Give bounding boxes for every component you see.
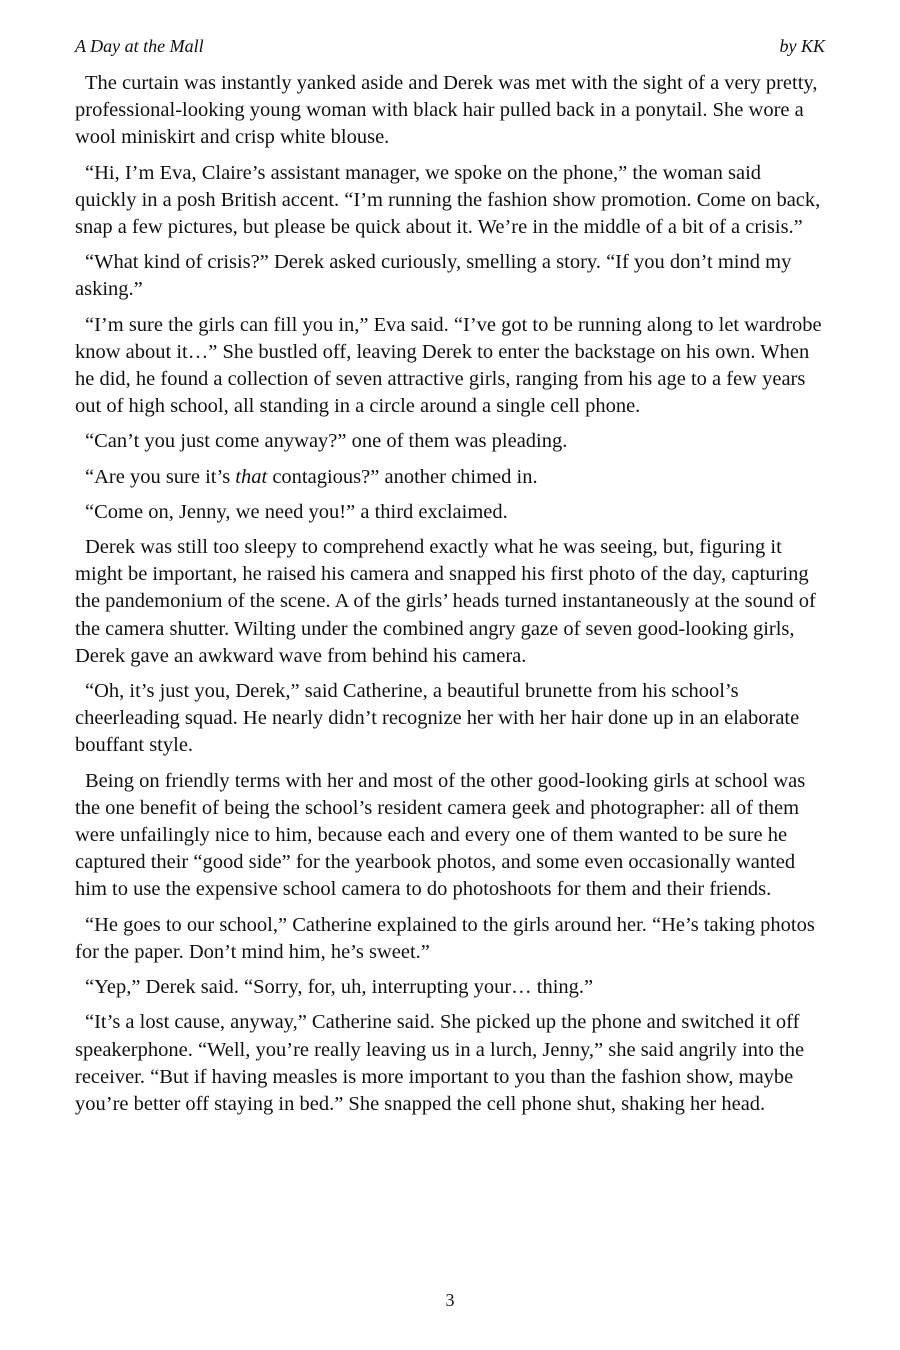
- paragraph: “Come on, Jenny, we need you!” a third exclaimed.: [85, 500, 508, 523]
- page-number: 3: [445, 1290, 455, 1310]
- paragraph: “What kind of crisis?” Derek asked curiously, smelling a story. “If you don’t mind my asking.”: [75, 251, 792, 301]
- author-byline: by KK: [779, 36, 825, 56]
- running-header: [75, 34, 825, 58]
- paragraph: “I’m sure the girls can fill you in,” Eva said. “I’ve got to be running along to let wardrobe know about it…” She bustled off, leaving Derek to enter the backstage on his own. When he did, he found a collection of seven attractive girls, ranging from his age to a few years out of high school, all standing in a circle around a single cell phone.: [75, 313, 822, 418]
- emphasized-word: that: [235, 465, 268, 488]
- paragraph: The curtain was instantly yanked aside and Derek was met with the sight of a very pretty, professional-looking young woman with black hair pulled back in a ponytail. She wore a wool miniskirt and crisp white blouse.: [75, 72, 818, 149]
- paragraph-text: contagious?” another chimed in.: [267, 465, 538, 488]
- paragraph: Being on friendly terms with her and most of the other good-looking girls at school was the one benefit of being the school’s resident camera geek and photographer: all of them were unfailingly nice to him, because each and every one of them wanted to be sure he captured their “good side” for the yearbook photos, and some even occasionally wanted him to use the expensive school camera to do photoshoots for them and their friends.: [75, 769, 806, 901]
- paragraph-text: “Are you sure it’s: [85, 465, 236, 488]
- paragraph: [75, 464, 825, 491]
- paragraph: “Can’t you just come anyway?” one of them was pleading.: [85, 430, 568, 453]
- paragraph: “It’s a lost cause, anyway,” Catherine said. She picked up the phone and switched it off speakerphone. “Well, you’re really leaving us in a lurch, Jenny,” she said angrily into the receiver. “But if having measles is more important to you than the fashion show, maybe you’re better off staying in bed.” She snapped the cell phone shut, shaking her head.: [75, 1011, 805, 1115]
- body-text: [75, 70, 825, 1126]
- paragraph: “Hi, I’m Eva, Claire’s assistant manager, we spoke on the phone,” the woman said quickly in a posh British accent. “I’m running the fashion show promotion. Come on back, snap a few pictures, but please be quick about it. We’re in the middle of a bit of a crisis.”: [75, 161, 821, 239]
- book-title: A Day at the Mall: [75, 36, 204, 56]
- paragraph: “Yep,” Derek said. “Sorry, for, uh, interrupting your… thing.”: [85, 976, 594, 999]
- paragraph: “Oh, it’s just you, Derek,” said Catherine, a beautiful brunette from his school’s cheerleading squad. He nearly didn’t recognize her with her hair done up in an elaborate bouffant style.: [75, 680, 800, 757]
- paragraph: “He goes to our school,” Catherine explained to the girls around her. “He’s taking photos for the paper. Don’t mind him, he’s sweet.”: [75, 913, 815, 963]
- paragraph: Derek was still too sleepy to comprehend exactly what he was seeing, but, figuring it might be important, he raised his camera and snapped his first photo of the day, capturing the pandemonium of the scene. A of the girls’ heads turned instantaneously at the sound of the camera shutter. Wilting under the combined angry gaze of seven good-looking girls, Derek gave an awkward wave from behind his camera.: [75, 536, 816, 667]
